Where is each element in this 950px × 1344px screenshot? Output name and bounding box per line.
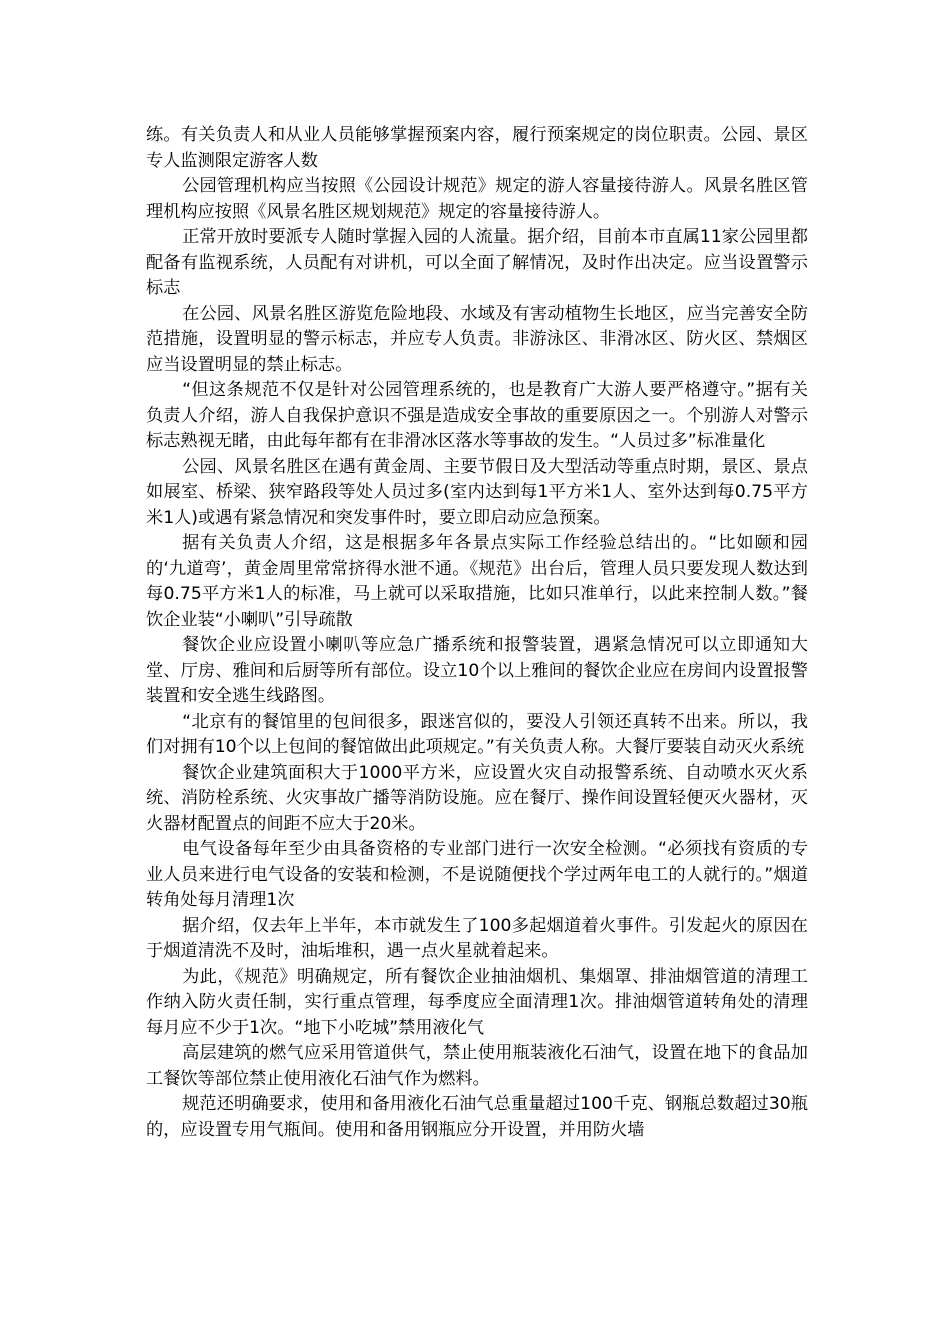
paragraph: 餐饮企业应设置小喇叭等应急广播系统和报警装置，遇紧急情况可以立即通知大堂、厅房、雅间和后厨等所有部位。设立10个以上雅间的餐饮企业应在房间内设置报警装置和安全逃生线路图。 bbox=[146, 635, 808, 706]
paragraph: 高层建筑的燃气应采用管道供气，禁止使用瓶装液化石油气，设置在地下的食品加工餐饮等部位禁止使用液化石油气作为燃料。 bbox=[146, 1043, 808, 1089]
paragraph: 为此，《规范》明确规定，所有餐饮企业抽油烟机、集烟罩、排油烟管道的清理工作纳入防火责任制，实行重点管理，每季度应全面清理1次。排油烟管道转角处的清理每月应不少于1次。“地下小吃城”禁用液化气 bbox=[146, 966, 808, 1038]
paragraph: 据有关负责人介绍，这是根据多年各景点实际工作经验总结出的。“比如颐和园的‘九道弯’，黄金周里常常挤得水泄不通。《规范》出台后，管理人员只要发现人数达到每0.75平方米1人的标准，马上就可以采取措施，比如只准单行，以此来控制人数。”餐饮企业装“小喇叭”引导疏散 bbox=[146, 533, 808, 630]
paragraph: 公园管理机构应当按照《公园设计规范》规定的游人容量接待游人。风景名胜区管理机构应按照《风景名胜区规划规范》规定的容量接待游人。 bbox=[146, 176, 808, 222]
paragraph: 在公园、风景名胜区游览危险地段、水域及有害动植物生长地区，应当完善安全防范措施，设置明显的警示标志，并应专人负责。非游泳区、非滑冰区、防火区、禁烟区应当设置明显的禁止标志。 bbox=[146, 303, 808, 375]
paragraph: 练。有关负责人和从业人员能够掌握预案内容，履行预案规定的岗位职责。公园、景区专人监测限定游客人数 bbox=[146, 125, 808, 171]
paragraph: 正常开放时要派专人随时掌握入园的人流量。据介绍，目前本市直属11家公园里都配备有监视系统，人员配有对讲机，可以全面了解情况，及时作出决定。应当设置警示标志 bbox=[146, 227, 808, 298]
paragraph: “北京有的餐馆里的包间很多，跟迷宫似的，要没人引领还真转不出来。所以，我们对拥有10个以上包间的餐馆做出此项规定。”有关负责人称。大餐厅要装自动灭火系统 bbox=[146, 711, 808, 757]
document-body bbox=[146, 123, 808, 1143]
paragraph: 电气设备每年至少由具备资格的专业部门进行一次安全检测。“必须找有资质的专业人员来进行电气设备的安装和检测，不是说随便找个学过两年电工的人就行的。”烟道转角处每月清理1次 bbox=[146, 839, 808, 910]
paragraph: 公园、风景名胜区在遇有黄金周、主要节假日及大型活动等重点时期，景区、景点如展室、桥梁、狭窄路段等处人员过多(室内达到每1平方米1人、室外达到每0.75平方米1人)或遇有紧急情况和突发事件时，要立即启动应急预案。 bbox=[146, 456, 808, 528]
paragraph: “但这条规范不仅是针对公园管理系统的，也是教育广大游人要严格遵守。”据有关负责人介绍，游人自我保护意识不强是造成安全事故的重要原因之一。个别游人对警示标志熟视无睹，由此每年都有在非滑冰区落水等事故的发生。“人员过多”标准量化 bbox=[146, 380, 808, 451]
paragraph: 餐饮企业建筑面积大于1000平方米，应设置火灾自动报警系统、自动喷水灭火系统、消防栓系统、火灾事故广播等消防设施。应在餐厅、操作间设置轻便灭火器材，灭火器材配置点的间距不应大于20米。 bbox=[146, 762, 808, 834]
paragraph: 规范还明确要求，使用和备用液化石油气总重量超过100千克、钢瓶总数超过30瓶的，应设置专用气瓶间。使用和备用钢瓶应分开设置，并用防火墙 bbox=[146, 1094, 808, 1140]
paragraph: 据介绍，仅去年上半年，本市就发生了100多起烟道着火事件。引发起火的原因在于烟道清洗不及时，油垢堆积，遇一点火星就着起来。 bbox=[146, 915, 808, 961]
